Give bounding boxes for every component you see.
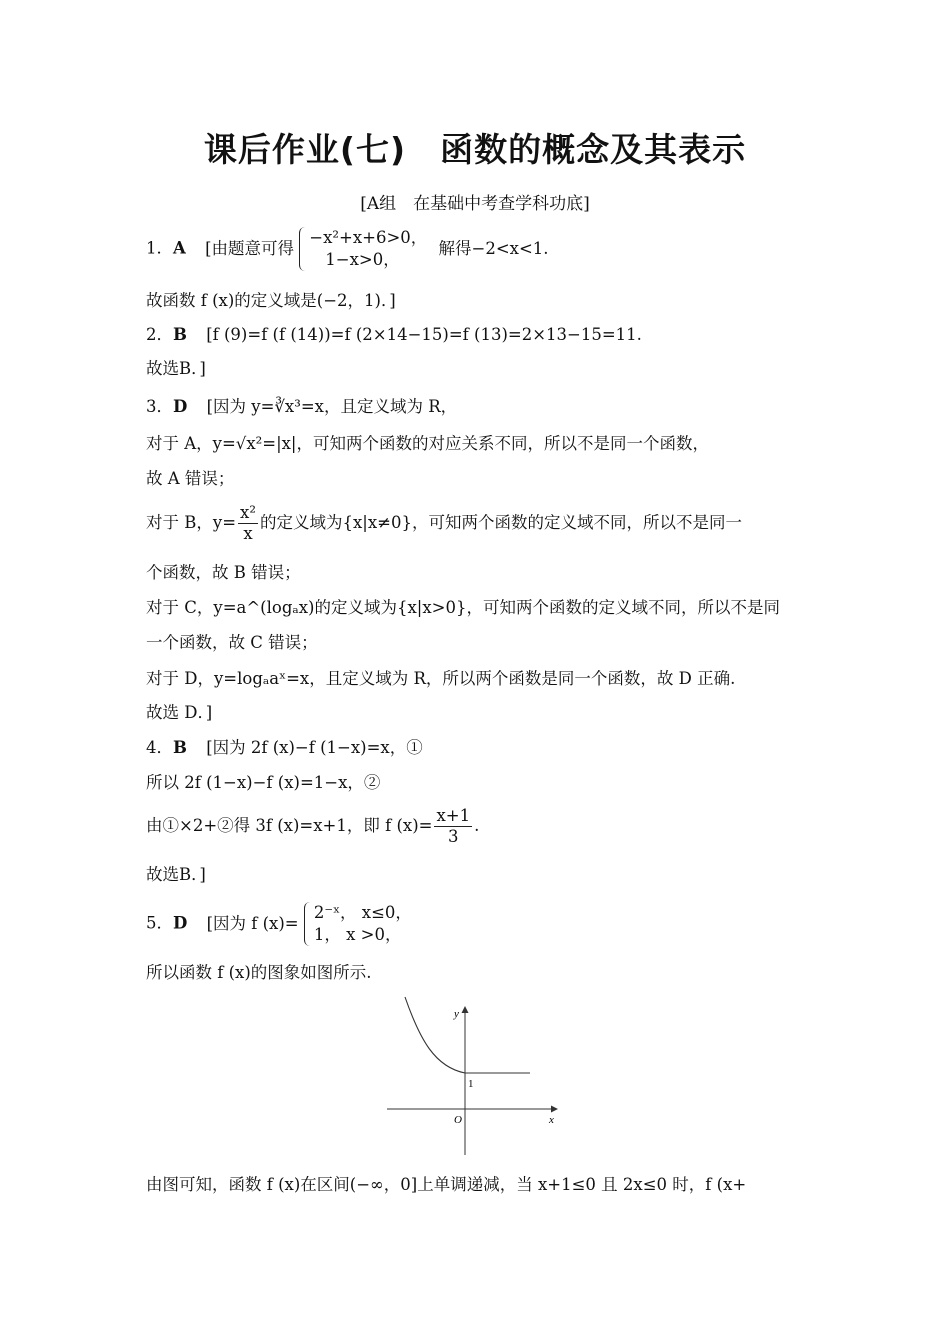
q1-pre: [由题意可得: [205, 238, 294, 258]
q1-number: 1．: [146, 238, 173, 258]
q1-post: 解得−2<x<1.: [438, 238, 549, 258]
q4-line4: 故选B．]: [146, 865, 206, 884]
q4-line1: [146, 737, 423, 759]
section-subtitle: [A组 在基础中考查学科功底]: [360, 194, 590, 214]
q3-line6: 对于 C，y=a^(logₐx)的定义域为{x|x>0}，可知两个函数的定义域不同，所以不是同: [146, 598, 780, 617]
q4-line2: 所以 2f (1−x)−f (x)=1−x，②: [146, 773, 381, 792]
q4-fraction: [434, 806, 472, 847]
q3-line2: 对于 A，y=√x²=|x|，可知两个函数的对应关系不同，所以不是同一个函数，: [146, 434, 709, 453]
q3-answer: D: [173, 397, 188, 416]
q5-number: 5．: [146, 913, 173, 933]
q5-line1: [146, 902, 412, 946]
q2-line2: 故选B．]: [146, 359, 206, 378]
q1-answer: A: [173, 238, 186, 258]
q3-line4: [146, 503, 742, 544]
q5-case2: 1， x >0，: [313, 925, 402, 944]
q5-pre: [因为 f (x)=: [206, 913, 299, 933]
q1-system: [299, 227, 427, 271]
q5-line2: 所以函数 f (x)的图象如图所示.: [146, 963, 372, 982]
q3-line1: [146, 396, 457, 418]
q2-line1: [146, 324, 642, 346]
q4-fraction-denominator: 3: [448, 827, 459, 846]
page-title: 课后作业(七) 函数的概念及其表示: [203, 130, 747, 169]
q3-fraction: [238, 503, 258, 544]
origin-label: O: [454, 1114, 462, 1126]
q2-text: [f (9)=f (f (14))=f (2×14−15)=f (13)=2×13−15=11.: [206, 325, 642, 344]
q5-piecewise: [304, 902, 412, 946]
q3-line4-start: 对于 B，y=: [146, 513, 237, 532]
q3-fraction-denominator: x: [243, 524, 253, 543]
q5-answer: D: [173, 913, 188, 933]
q1-line1: [146, 227, 549, 271]
q3-line4-end: 的定义域为{x|x≠0}，可知两个函数的定义域不同，所以不是同一: [259, 513, 742, 532]
q3-fraction-numerator: x²: [240, 503, 256, 522]
q3-line5: 个函数，故 B 错误；: [146, 563, 301, 582]
q4-text: [因为 2f (x)−f (1−x)=x，①: [206, 738, 423, 757]
q4-answer: B: [173, 738, 187, 757]
q1-system-row2: 1−x>0，: [325, 250, 400, 269]
q1-system-row1: −x²+x+6>0，: [309, 228, 428, 247]
q4-line3: [146, 806, 479, 847]
function-graph: [385, 995, 565, 1160]
q3-line9: 故选 D．]: [146, 703, 213, 722]
x-axis-label: x: [549, 1114, 554, 1126]
q4-line3-end: .: [474, 816, 480, 835]
q5-case1: 2⁻ˣ， x≤0，: [313, 903, 412, 922]
q4-fraction-numerator: x+1: [436, 806, 471, 825]
q3-line7: 一个函数，故 C 错误；: [146, 633, 318, 652]
q2-answer: B: [173, 325, 187, 344]
q5-line3: 由图可知，函数 f (x)在区间(−∞，0]上单调递减，当 x+1≤0 且 2x≤0 时，f (x+: [146, 1175, 747, 1194]
one-label: 1: [468, 1078, 474, 1090]
q3-line8: 对于 D，y=logₐaˣ=x，且定义域为 R，所以两个函数是同一个函数，故 D 正确.: [146, 669, 736, 688]
y-axis-label: y: [454, 1008, 459, 1020]
q3-line3: 故 A 错误；: [146, 469, 235, 488]
q1-line2: 故函数 f (x)的定义域是(−2，1)．]: [146, 291, 396, 310]
q4-number: 4．: [146, 738, 173, 757]
q3-number: 3．: [146, 397, 173, 416]
q4-line3-start: 由①×2+②得 3f (x)=x+1，即 f (x)=: [146, 816, 433, 835]
q3-text: [因为 y=∛x³=x，且定义域为 R，: [206, 397, 458, 416]
q2-number: 2．: [146, 325, 173, 344]
